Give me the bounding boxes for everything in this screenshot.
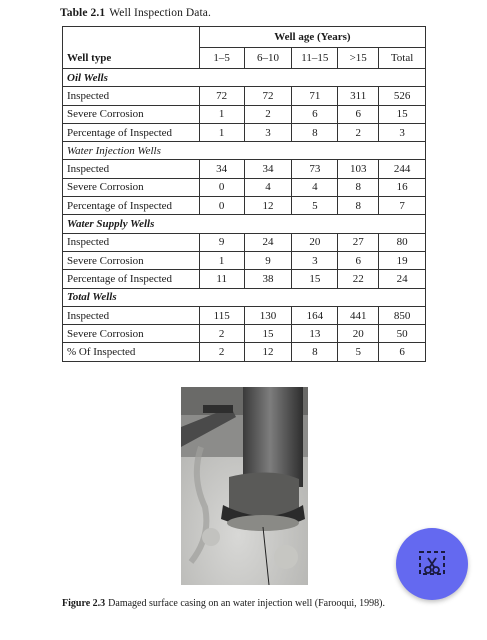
table-label: Table 2.1: [60, 7, 106, 19]
table-body: [63, 69, 426, 362]
table-cell: 6: [379, 343, 426, 361]
table-cell: 38: [244, 270, 292, 288]
table-title: Well Inspection Data.: [109, 7, 211, 19]
col-header: 1–5: [199, 48, 244, 69]
col-header: >15: [338, 48, 379, 69]
row-label: Severe Corrosion: [63, 325, 200, 343]
table-cell: 8: [338, 197, 379, 215]
table-row: [63, 343, 426, 361]
table-cell: 72: [199, 87, 244, 105]
table-cell: 130: [244, 306, 292, 324]
figure-caption: [62, 598, 385, 609]
section-row: [63, 215, 426, 233]
screenshot-crop-button[interactable]: [396, 528, 468, 600]
row-label: Severe Corrosion: [63, 178, 200, 196]
table-cell: 22: [338, 270, 379, 288]
section-title: Water Injection Wells: [63, 142, 426, 160]
table-cell: 1: [199, 251, 244, 269]
table-row: [63, 178, 426, 196]
table-row: [63, 270, 426, 288]
table-cell: 15: [379, 105, 426, 123]
table-caption: [60, 7, 211, 19]
table-cell: 244: [379, 160, 426, 178]
table-cell: 8: [292, 123, 338, 141]
row-label: Percentage of Inspected: [63, 270, 200, 288]
table-cell: 6: [338, 105, 379, 123]
table-cell: 9: [199, 233, 244, 251]
row-label: Severe Corrosion: [63, 105, 200, 123]
table-cell: 3: [292, 251, 338, 269]
table-row: [63, 87, 426, 105]
row-label: Percentage of Inspected: [63, 197, 200, 215]
row-label: Percentage of Inspected: [63, 123, 200, 141]
row-label: Severe Corrosion: [63, 251, 200, 269]
table-cell: 0: [199, 178, 244, 196]
table-cell: 2: [199, 325, 244, 343]
header-blank: [63, 27, 200, 48]
table-cell: 441: [338, 306, 379, 324]
table-cell: 24: [379, 270, 426, 288]
section-row: [63, 288, 426, 306]
table-cell: 2: [244, 105, 292, 123]
table-cell: 850: [379, 306, 426, 324]
table-cell: 20: [292, 233, 338, 251]
table-row: [63, 325, 426, 343]
table-cell: 4: [244, 178, 292, 196]
table-cell: 15: [244, 325, 292, 343]
well-inspection-table: [62, 26, 426, 362]
table-cell: 1: [199, 105, 244, 123]
section-row: [63, 69, 426, 87]
table-cell: 19: [379, 251, 426, 269]
table-cell: 34: [199, 160, 244, 178]
table-cell: 27: [338, 233, 379, 251]
section-title: Total Wells: [63, 288, 426, 306]
table-cell: 73: [292, 160, 338, 178]
table-cell: 1: [199, 123, 244, 141]
table-cell: 311: [338, 87, 379, 105]
well-age-header: Well age (Years): [199, 27, 425, 48]
scissors-select-icon: [417, 549, 447, 579]
col-header: 11–15: [292, 48, 338, 69]
row-label: Inspected: [63, 306, 200, 324]
table-cell: 80: [379, 233, 426, 251]
row-label: % Of Inspected: [63, 343, 200, 361]
section-title: Oil Wells: [63, 69, 426, 87]
table-cell: 11: [199, 270, 244, 288]
table-cell: 16: [379, 178, 426, 196]
figure-caption-text: Damaged surface casing on an water injection well (Farooqui, 1998).: [108, 598, 386, 609]
table-row: [63, 160, 426, 178]
table-cell: 8: [292, 343, 338, 361]
table-cell: 5: [338, 343, 379, 361]
table-cell: 12: [244, 197, 292, 215]
table-cell: 2: [199, 343, 244, 361]
table-cell: 4: [292, 178, 338, 196]
table-cell: 164: [292, 306, 338, 324]
table-row: [63, 233, 426, 251]
figure-label: Figure 2.3: [62, 598, 106, 609]
well-casing-photo: [181, 387, 308, 585]
table-cell: 103: [338, 160, 379, 178]
table-cell: 50: [379, 325, 426, 343]
table-row: [63, 197, 426, 215]
table-cell: 34: [244, 160, 292, 178]
table-cell: 0: [199, 197, 244, 215]
table-row: [63, 306, 426, 324]
section-title: Water Supply Wells: [63, 215, 426, 233]
table-cell: 72: [244, 87, 292, 105]
table-row: [63, 105, 426, 123]
table-cell: 6: [338, 251, 379, 269]
table-cell: 3: [379, 123, 426, 141]
col-header: 6–10: [244, 48, 292, 69]
table-cell: 20: [338, 325, 379, 343]
table-cell: 71: [292, 87, 338, 105]
table-cell: 526: [379, 87, 426, 105]
row-label: Inspected: [63, 87, 200, 105]
row-label: Inspected: [63, 233, 200, 251]
table-cell: 5: [292, 197, 338, 215]
table-cell: 3: [244, 123, 292, 141]
row-label: Inspected: [63, 160, 200, 178]
table-cell: 13: [292, 325, 338, 343]
table-cell: 15: [292, 270, 338, 288]
table-cell: 8: [338, 178, 379, 196]
table-cell: 7: [379, 197, 426, 215]
table-row: [63, 251, 426, 269]
well-type-header: Well type: [63, 48, 200, 69]
table-cell: 12: [244, 343, 292, 361]
col-header: Total: [379, 48, 426, 69]
table-cell: 115: [199, 306, 244, 324]
table-cell: 6: [292, 105, 338, 123]
section-row: [63, 142, 426, 160]
table-cell: 24: [244, 233, 292, 251]
table-row: [63, 123, 426, 141]
table-cell: 9: [244, 251, 292, 269]
table-cell: 2: [338, 123, 379, 141]
